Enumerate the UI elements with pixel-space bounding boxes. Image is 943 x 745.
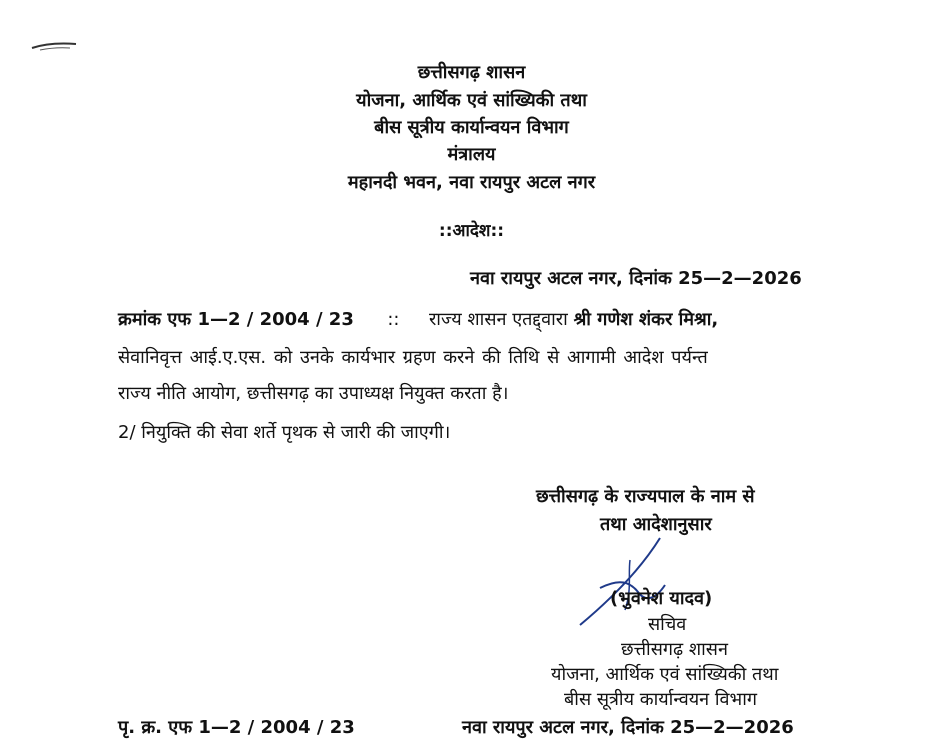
signatory-designation: सचिव bbox=[648, 614, 687, 635]
header-ministry: मंत्रालय bbox=[447, 144, 496, 165]
footer-ref-number: पृ. क्र. एफ 1—2 / 2004 / 23 bbox=[118, 717, 355, 738]
pen-mark bbox=[30, 38, 80, 52]
order-place-date: नवा रायपुर अटल नगर, दिनांक 25—2—2026 bbox=[470, 268, 802, 289]
order-text-start: राज्य शासन एतद्द्वारा bbox=[428, 309, 568, 330]
order-separator: :: bbox=[387, 309, 400, 330]
appointee-name: श्री गणेश शंकर मिश्रा, bbox=[573, 309, 719, 330]
header-department-1: योजना, आर्थिक एवं सांख्यिकी तथा bbox=[356, 90, 587, 111]
header-government: छत्तीसगढ़ शासन bbox=[417, 62, 526, 83]
order-paragraph-line-1 bbox=[118, 307, 718, 331]
order-paragraph-2: 2/ नियुक्ति की सेवा शर्ते पृथक से जारी की जाएगी। bbox=[118, 422, 451, 443]
order-ref-number: क्रमांक एफ 1—2 / 2004 / 23 bbox=[118, 309, 354, 330]
header-address: महानदी भवन, नवा रायपुर अटल नगर bbox=[347, 172, 596, 193]
order-title: ::आदेश:: bbox=[438, 221, 505, 241]
signatory-org-1: छत्तीसगढ़ शासन bbox=[621, 639, 728, 660]
signature-authority-line-1: छत्तीसगढ़ के राज्यपाल के नाम से bbox=[536, 486, 755, 507]
signature-authority-line-2: तथा आदेशानुसार bbox=[600, 514, 712, 535]
signatory-name: (भुवनेश यादव) bbox=[610, 588, 713, 609]
footer-place-date: नवा रायपुर अटल नगर, दिनांक 25—2—2026 bbox=[462, 717, 794, 738]
header-department-2: बीस सूत्रीय कार्यान्वयन विभाग bbox=[374, 117, 569, 138]
order-paragraph-line-3: राज्य नीति आयोग, छत्तीसगढ़ का उपाध्यक्ष नियुक्त करता है। bbox=[118, 383, 509, 404]
signatory-org-2: योजना, आर्थिक एवं सांख्यिकी तथा bbox=[551, 664, 779, 685]
order-paragraph-line-2: सेवानिवृत्त आई.ए.एस. को उनके कार्यभार ग्रहण करने की तिथि से आगामी आदेश पर्यन्त bbox=[118, 347, 708, 368]
signatory-org-3: बीस सूत्रीय कार्यान्वयन विभाग bbox=[564, 689, 758, 710]
